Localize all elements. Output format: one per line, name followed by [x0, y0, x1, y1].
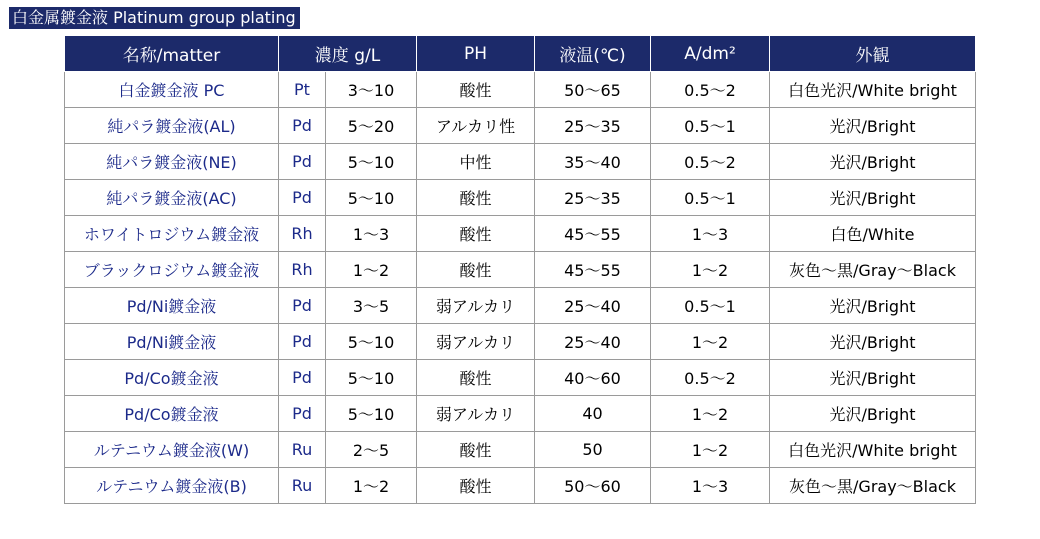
cell-current-density: 1〜2 [651, 252, 770, 288]
cell-current-density: 0.5〜1 [651, 288, 770, 324]
cell-ph: 酸性 [417, 432, 535, 468]
cell-ph: 弱アルカリ [417, 288, 535, 324]
cell-name: 純パラ鍍金液(NE) [65, 144, 279, 180]
cell-appearance: 光沢/Bright [770, 396, 976, 432]
cell-appearance: 光沢/Bright [770, 324, 976, 360]
cell-ph: 酸性 [417, 216, 535, 252]
table-row [65, 72, 976, 108]
header-concentration: 濃度 g/L [279, 36, 417, 72]
cell-temperature: 45〜55 [535, 216, 651, 252]
cell-name: 純パラ鍍金液(AC) [65, 180, 279, 216]
cell-temperature: 25〜35 [535, 180, 651, 216]
cell-name: Pd/Ni鍍金液 [65, 288, 279, 324]
cell-temperature: 50〜60 [535, 468, 651, 504]
cell-temperature: 40〜60 [535, 360, 651, 396]
cell-name: Pd/Co鍍金液 [65, 360, 279, 396]
cell-name: Pd/Ni鍍金液 [65, 324, 279, 360]
cell-current-density: 0.5〜1 [651, 180, 770, 216]
cell-concentration: 5〜20 [326, 108, 417, 144]
cell-element-symbol: Ru [279, 432, 326, 468]
cell-ph: 酸性 [417, 180, 535, 216]
cell-appearance: 光沢/Bright [770, 108, 976, 144]
cell-name: ルテニウム鍍金液(W) [65, 432, 279, 468]
header-appearance: 外観 [770, 36, 976, 72]
header-current-density: A/dm² [651, 36, 770, 72]
header-name: 名称/matter [65, 36, 279, 72]
cell-current-density: 0.5〜2 [651, 144, 770, 180]
cell-element-symbol: Pd [279, 180, 326, 216]
cell-concentration: 1〜3 [326, 216, 417, 252]
cell-concentration: 5〜10 [326, 144, 417, 180]
cell-ph: 酸性 [417, 360, 535, 396]
cell-concentration: 5〜10 [326, 360, 417, 396]
table-row [65, 108, 976, 144]
cell-element-symbol: Pd [279, 144, 326, 180]
cell-concentration: 3〜10 [326, 72, 417, 108]
cell-temperature: 40 [535, 396, 651, 432]
cell-temperature: 50 [535, 432, 651, 468]
cell-element-symbol: Pd [279, 360, 326, 396]
table-row [65, 288, 976, 324]
cell-name: ホワイトロジウム鍍金液 [65, 216, 279, 252]
cell-temperature: 25〜40 [535, 288, 651, 324]
cell-ph: アルカリ性 [417, 108, 535, 144]
cell-appearance: 灰色〜黒/Gray〜Black [770, 468, 976, 504]
table-row [65, 432, 976, 468]
cell-appearance: 灰色〜黒/Gray〜Black [770, 252, 976, 288]
cell-concentration: 5〜10 [326, 180, 417, 216]
cell-current-density: 1〜2 [651, 396, 770, 432]
cell-concentration: 5〜10 [326, 324, 417, 360]
cell-name: ブラックロジウム鍍金液 [65, 252, 279, 288]
cell-appearance: 光沢/Bright [770, 180, 976, 216]
cell-temperature: 25〜35 [535, 108, 651, 144]
cell-concentration: 3〜5 [326, 288, 417, 324]
cell-concentration: 2〜5 [326, 432, 417, 468]
table-row [65, 324, 976, 360]
cell-appearance: 光沢/Bright [770, 360, 976, 396]
cell-element-symbol: Pd [279, 288, 326, 324]
plating-table [64, 35, 976, 504]
cell-appearance: 白色光沢/White bright [770, 72, 976, 108]
cell-concentration: 1〜2 [326, 468, 417, 504]
page-title: 白金属鍍金液 Platinum group plating [9, 7, 300, 29]
cell-name: Pd/Co鍍金液 [65, 396, 279, 432]
cell-current-density: 0.5〜2 [651, 72, 770, 108]
cell-current-density: 0.5〜1 [651, 108, 770, 144]
cell-appearance: 白色/White [770, 216, 976, 252]
cell-temperature: 35〜40 [535, 144, 651, 180]
cell-appearance: 光沢/Bright [770, 288, 976, 324]
cell-current-density: 1〜2 [651, 324, 770, 360]
cell-ph: 弱アルカリ [417, 396, 535, 432]
cell-temperature: 25〜40 [535, 324, 651, 360]
cell-element-symbol: Ru [279, 468, 326, 504]
table-row [65, 180, 976, 216]
table-row [65, 360, 976, 396]
table-row [65, 144, 976, 180]
cell-current-density: 1〜2 [651, 432, 770, 468]
cell-ph: 酸性 [417, 468, 535, 504]
cell-ph: 酸性 [417, 252, 535, 288]
header-ph: PH [417, 36, 535, 72]
cell-name: 白金鍍金液 PC [65, 72, 279, 108]
cell-element-symbol: Rh [279, 252, 326, 288]
cell-name: ルテニウム鍍金液(B) [65, 468, 279, 504]
table-body [65, 72, 976, 504]
cell-ph: 弱アルカリ [417, 324, 535, 360]
cell-element-symbol: Pd [279, 396, 326, 432]
cell-current-density: 1〜3 [651, 468, 770, 504]
cell-current-density: 1〜3 [651, 216, 770, 252]
cell-current-density: 0.5〜2 [651, 360, 770, 396]
cell-temperature: 45〜55 [535, 252, 651, 288]
cell-element-symbol: Pt [279, 72, 326, 108]
header-temperature: 液温(℃) [535, 36, 651, 72]
cell-element-symbol: Pd [279, 108, 326, 144]
table-row [65, 252, 976, 288]
cell-element-symbol: Rh [279, 216, 326, 252]
cell-ph: 酸性 [417, 72, 535, 108]
cell-concentration: 5〜10 [326, 396, 417, 432]
cell-name: 純パラ鍍金液(AL) [65, 108, 279, 144]
cell-appearance: 白色光沢/White bright [770, 432, 976, 468]
cell-concentration: 1〜2 [326, 252, 417, 288]
table-row [65, 468, 976, 504]
table-row [65, 216, 976, 252]
cell-ph: 中性 [417, 144, 535, 180]
table-row [65, 396, 976, 432]
cell-appearance: 光沢/Bright [770, 144, 976, 180]
table-header-row [65, 36, 976, 72]
cell-temperature: 50〜65 [535, 72, 651, 108]
cell-element-symbol: Pd [279, 324, 326, 360]
